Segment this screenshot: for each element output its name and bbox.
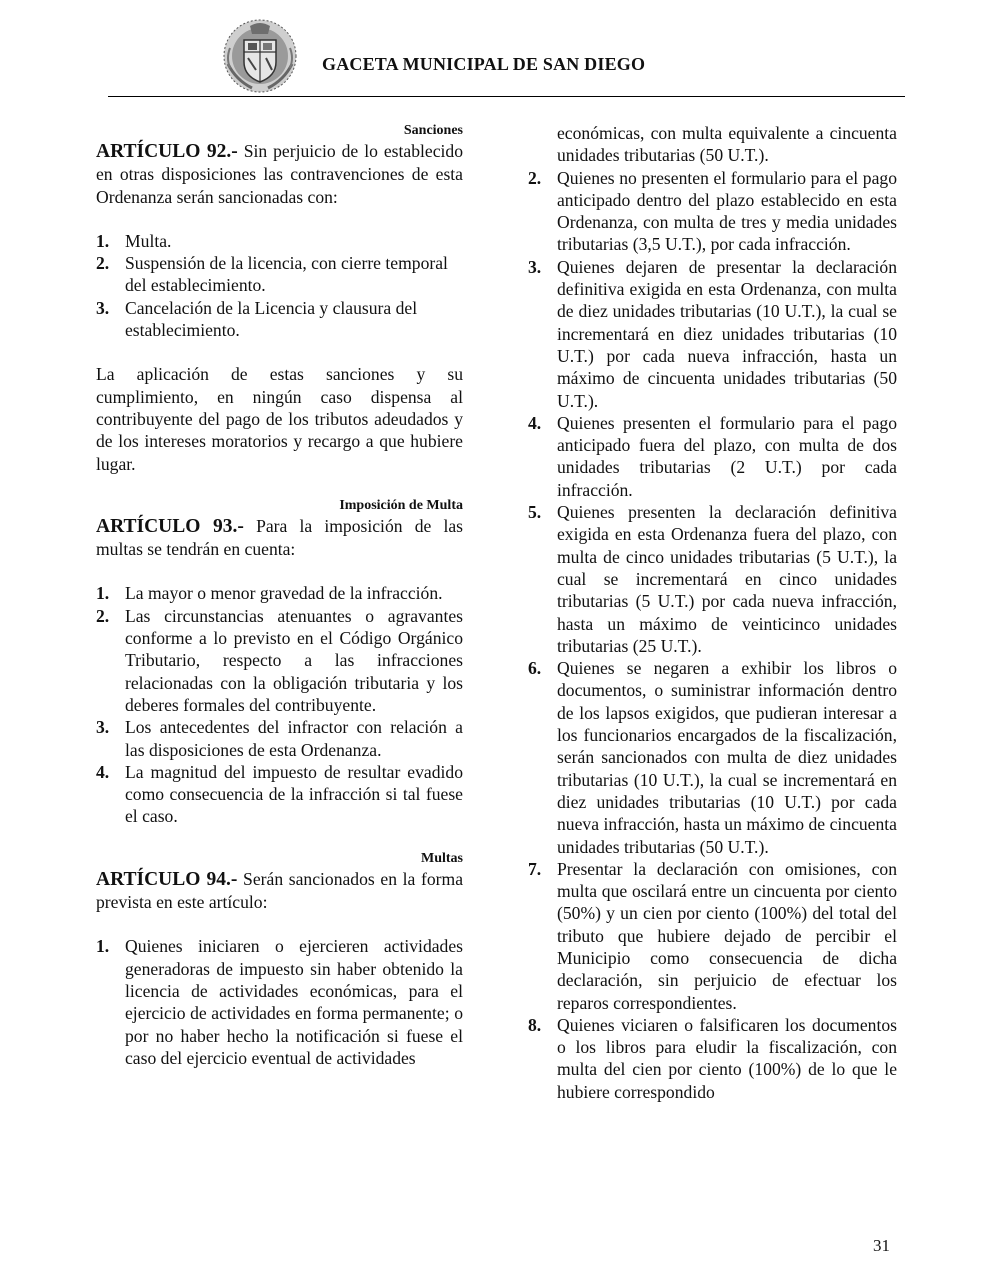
- list-item: 8. Quienes viciaren o falsificaren los documentos o los libros para eludir la fiscalización, con multa del cien por ciento (100%) de lo que le hubiere correspondido: [528, 1014, 897, 1102]
- page-number: 31: [873, 1236, 890, 1255]
- list-item: 3. Quienes dejaren de presentar la declaración definitiva exigida en esta Ordenanza, con multa de diez unidades tributarias (10 U.T.), la cual se incrementará en diez unidades tributarias (10 U.T.) por cada nueva infracción, hasta un máximo de cincuenta unidades tributarias (50 U.T.).: [528, 256, 897, 411]
- gazette-title: GACETA MUNICIPAL DE SAN DIEGO: [322, 54, 646, 74]
- section-title-imposicion: Imposición de Multa: [339, 497, 463, 513]
- list-item: 6. Quienes se negaren a exhibir los libros o documentos, o suministrar información dentro de los lapsos exigidos, que pudieran interesar a los funcionarios encargados de la fiscalización, serán sancionados con multa de diez unidades tributarias (10 U.T.), la cual se incrementará en diez unidades tributarias (10 U.T.) por cada nueva infracción, hasta un máximo de cincuenta unidades tributarias (50 U.T.).: [528, 658, 897, 857]
- article-94-list-continued: [525, 167, 897, 1103]
- article-94-continuation: económicas, con multa equivalente a cincuenta unidades tributarias (50 U.T.).: [557, 123, 897, 166]
- article-94-label: ARTÍCULO 94.-: [96, 868, 238, 890]
- article-93-intro: [96, 515, 463, 561]
- left-column: [96, 122, 463, 1069]
- list-item: 3. Cancelación de la Licencia y clausura del establecimiento.: [96, 297, 418, 341]
- coat-of-arms-icon: [222, 18, 298, 94]
- article-92-intro: [96, 140, 463, 208]
- article-92-closing: La aplicación de estas sanciones y su cumplimiento, en ningún caso dispensa al contribuyente del pago de los tributos adeudados y de los intereses moratorios y recargo a que hubiere lugar.: [96, 364, 463, 474]
- article-93-list: [96, 582, 463, 827]
- list-item: 2. Quienes no presenten el formulario para el pago anticipado dentro del plazo establecido en esta Ordenanza, con multa de tres y media unidades tributarias (3,5 U.T.), por cada infracción.: [528, 167, 897, 255]
- page-header: [0, 14, 990, 98]
- article-93-label: ARTÍCULO 93.-: [96, 515, 244, 537]
- right-column: [525, 122, 897, 1103]
- article-92-list: [96, 230, 463, 341]
- list-item: 1. Quienes iniciaren o ejercieren actividades generadoras de impuesto sin haber obtenido la licencia de actividades económicas, para el ejercicio de actividades en forma permanente; o por no haber hecho la notificación si fuese el caso del ejercicio eventual de actividades: [96, 936, 463, 1068]
- list-item: 5. Quienes presenten la declaración definitiva exigida en esta Ordenanza fuera del plazo, con multa de cinco unidades tributarias (5 U.T.), la cual se incrementará en cinco unidades tributarias (5 U.T.) por cada nueva infracción, hasta un máximo de veinticinco unidades tributarias (25 U.T.).: [528, 502, 897, 656]
- list-item: 4. Quienes presenten el formulario para el pago anticipado fuera del plazo, con multa de dos unidades tributarias (2 U.T.) por cada infracción.: [528, 412, 897, 500]
- article-94-list: [96, 935, 463, 1069]
- list-item: 2. Las circunstancias atenuantes o agravantes conforme a lo previsto en el Código Orgánico Tributario, respecto a las infracciones relacionadas con la obligación tributaria y los deberes formales del contribuyente.: [96, 605, 463, 715]
- article-92-text: Sin perjuicio de lo establecido en otras disposiciones las contravenciones de esta Ordenanza serán sancionadas con:: [96, 141, 463, 207]
- header-divider: [108, 96, 905, 97]
- article-94-text: Serán sancionados en la forma prevista en este artículo:: [96, 868, 463, 913]
- list-item: 7. Presentar la declaración con omisiones, con multa que oscilará entre un cincuenta por ciento (50%) y un cien por ciento (100%) del total del tributo que hubiere dejado de percibir el Municipio como consecuencia de dicha declaración, sin perjuicio de efectuar los reparos correspondientes.: [528, 858, 897, 1013]
- article-92-label: ARTÍCULO 92.-: [96, 141, 238, 162]
- list-item: 1. La mayor o menor gravedad de la infracción.: [96, 583, 443, 604]
- article-94-intro: [96, 868, 463, 914]
- list-item: 2. Suspensión de la licencia, con cierre temporal del establecimiento.: [96, 253, 448, 296]
- section-title-sanciones: Sanciones: [403, 123, 463, 138]
- list-item: 4. La magnitud del impuesto de resultar evadido como consecuencia de la infracción si tal fuese el caso.: [96, 761, 463, 827]
- list-item: 1. Multa.: [96, 230, 172, 251]
- section-title-multas: Multas: [421, 850, 463, 866]
- article-93-text: Para la imposición de las multas se tendrán en cuenta:: [96, 515, 464, 560]
- list-item: 3. Los antecedentes del infractor con relación a las disposiciones de esta Ordenanza.: [96, 717, 463, 760]
